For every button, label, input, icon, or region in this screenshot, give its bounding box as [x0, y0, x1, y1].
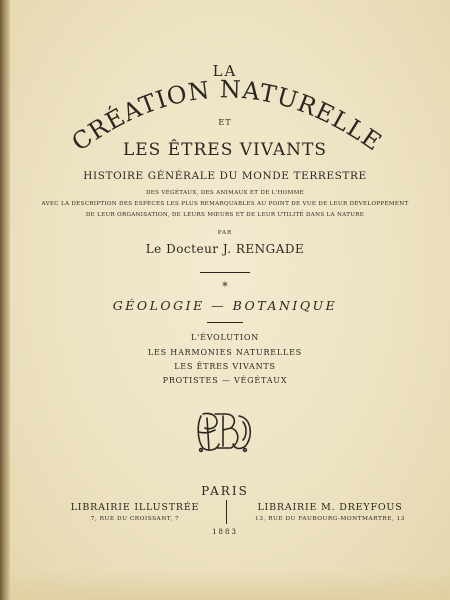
title-et: ET: [218, 118, 232, 127]
ornamental-monogram-icon: [195, 410, 255, 454]
right-publisher: LIBRAIRIE M. DREYFOUS: [257, 502, 403, 513]
left-publisher: LIBRAIRIE ILLUSTRÉE: [70, 502, 200, 513]
contents-item: LES ÊTRES VIVANTS: [174, 362, 276, 371]
left-publisher-address: 7, RUE DU CROISSANT, 7: [90, 516, 180, 522]
publication-year: 1883: [212, 528, 238, 536]
description-line-3: DE LEUR ORGANISATION, DE LEURS MŒURS ET DE LEUR UTILITÉ DANS LA NATURE: [85, 212, 365, 218]
description-line-1: DES VÉGÉTAUX, DES ANIMAUX ET DE L'HOMME: [145, 190, 305, 196]
subtitle-histoire: HISTOIRE GÉNÉRALE DU MONDE TERRESTRE: [83, 170, 367, 182]
contents-item: L'ÉVOLUTION: [190, 333, 260, 342]
contents-item: LES HARMONIES NATURELLES: [147, 348, 303, 357]
title-la: LA: [212, 62, 238, 80]
volume-subject: GÉOLOGIE — BOTANIQUE: [112, 298, 338, 313]
divider-rule-short: [207, 322, 243, 323]
imprint-city: PARIS: [201, 484, 249, 498]
right-publisher-address: 13, RUE DU FAUBOURG-MONTMARTRE, 13: [255, 516, 405, 522]
page-edge-shadow: [10, 570, 450, 600]
title-arc-text: CRÉATION NATURELLE: [66, 75, 388, 157]
author-name: Le Docteur J. RENGADE: [145, 242, 305, 256]
volume-star: *: [222, 280, 228, 293]
description-line-2: AVEC LA DESCRIPTION DES ESPÈCES LES PLUS REMARQUABLES AU POINT DE VUE DE LEUR DÉVELOPPEMENT: [41, 201, 409, 207]
title-les-etres-vivants: LES ÊTRES VIVANTS: [122, 140, 327, 160]
author-par: PAR: [217, 230, 233, 236]
divider-rule: [200, 272, 250, 273]
publisher-divider: [226, 500, 227, 524]
contents-item: PROTISTES — VÉGÉTAUX: [162, 376, 288, 385]
